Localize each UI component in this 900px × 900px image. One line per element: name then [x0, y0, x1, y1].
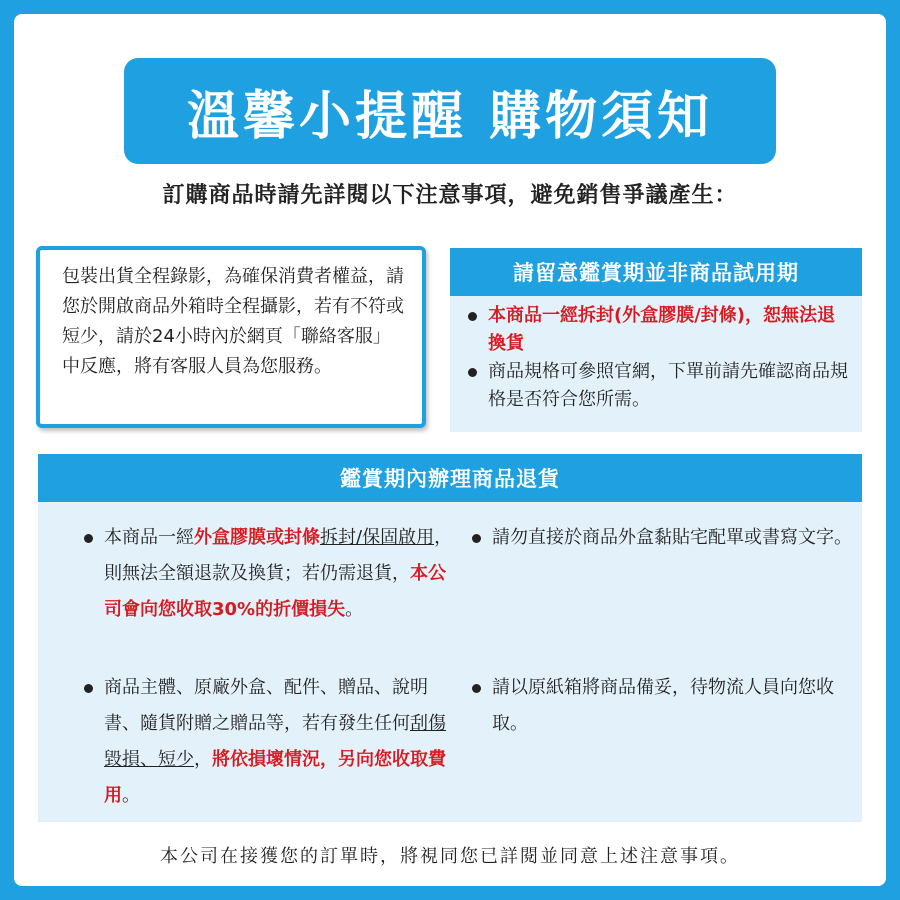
seal-highlight: 外盒膠膜或封條 — [194, 527, 320, 548]
bullet-icon — [84, 684, 93, 693]
appreciation-period-box — [450, 248, 862, 432]
bullet-icon — [472, 684, 481, 693]
bullet-icon — [468, 312, 477, 321]
page-subtitle: 訂購商品時請先詳閱以下注意事項，避免銷售爭議產生： — [162, 183, 738, 208]
list-item — [468, 358, 852, 414]
title-banner — [124, 58, 776, 164]
recording-notice-text: 包裝出貨全程錄影，為確保消費者權益，請您於開啟商品外箱時全程攝影，若有不符或短少，請於24小時內於網頁「聯絡客服」中反應，將有客服人員為您服務。 — [62, 266, 404, 377]
page-title: 溫馨小提醒 購物須知 — [186, 86, 714, 147]
recording-notice-box — [36, 246, 426, 428]
seal-underline: 拆封/保固啟用 — [320, 527, 435, 548]
seal-text: 本商品一經 — [104, 527, 194, 548]
appreciation-period-list — [450, 296, 862, 414]
damage-underline: 刮傷毀損、短少 — [104, 713, 446, 770]
damage-highlight: 將依損壞情況，另向您收取費用 — [104, 749, 446, 806]
list-item — [84, 520, 460, 628]
damage-text: 。 — [122, 785, 140, 806]
list-item — [84, 670, 460, 814]
bullet-icon — [468, 368, 477, 377]
spec-check-note: 商品規格可參照官網，下單前請先確認商品規格是否符合您所需。 — [488, 361, 848, 410]
list-item — [468, 302, 852, 358]
seal-text: 。 — [345, 599, 364, 620]
no-return-warning: 本商品一經拆封(外盒膠膜/封條)，恕無法退換貨 — [488, 305, 836, 354]
return-policy-heading: 鑑賞期內辦理商品退貨 — [38, 454, 862, 502]
bullet-icon — [472, 534, 481, 543]
seal-text: ，則無法全額退款及換貨；若仍需退貨， — [104, 527, 453, 584]
bullet-icon — [84, 534, 93, 543]
return-policy-panel — [38, 454, 862, 822]
list-item — [472, 670, 862, 742]
footer-note: 本公司在接獲您的訂單時，將視同您已詳閱並同意上述注意事項。 — [160, 846, 740, 867]
fee-highlight: 本公司會向您收取30%的折價損失 — [104, 563, 446, 620]
packing-text: 請以原紙箱將商品備妥，待物流人員向您收取。 — [492, 677, 834, 734]
label-warning-text: 請勿直接於商品外盒黏貼宅配單或書寫文字。 — [492, 527, 852, 548]
damage-text: ， — [194, 749, 212, 770]
list-item — [472, 520, 862, 556]
damage-text: 商品主體、原廠外盒、配件、贈品、說明書、隨貨附贈之贈品等，若有發生任何 — [104, 677, 428, 734]
appreciation-period-heading: 請留意鑑賞期並非商品試用期 — [450, 248, 862, 296]
